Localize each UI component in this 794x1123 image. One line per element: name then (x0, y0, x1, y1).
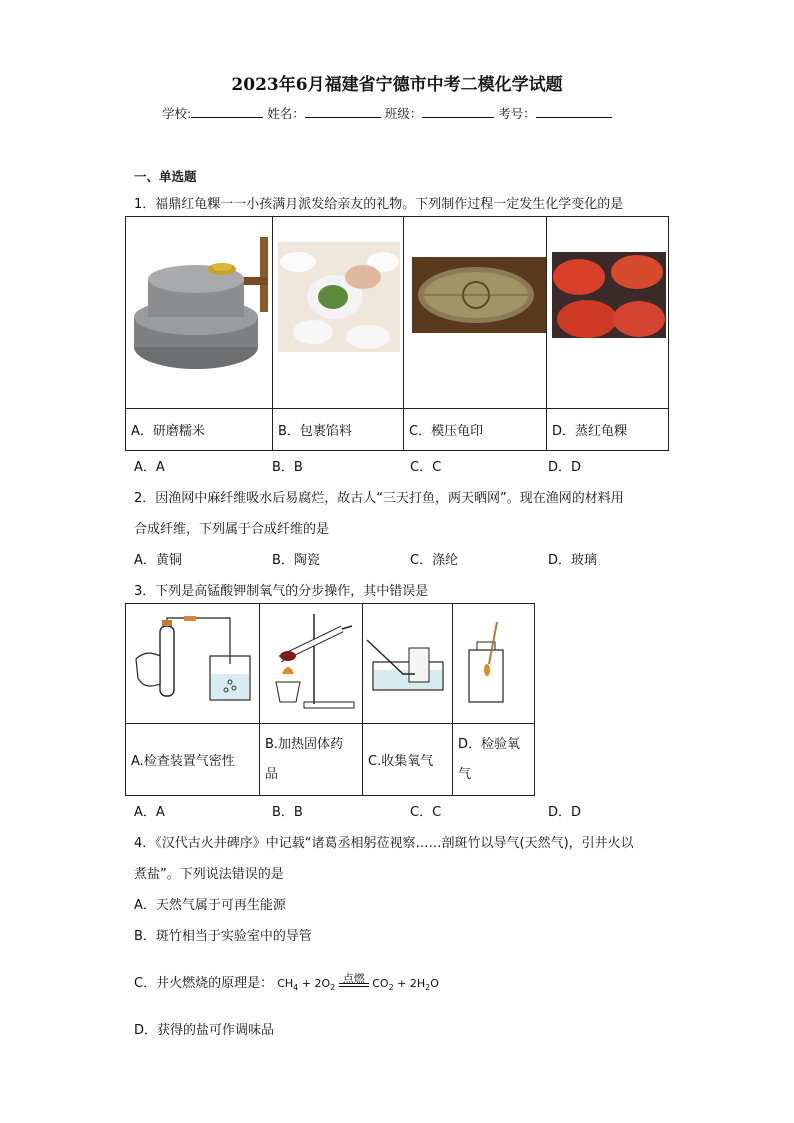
exam-no-blank[interactable] (536, 104, 612, 118)
q4-option-c[interactable] (134, 972, 439, 992)
name-label: 姓名： (267, 106, 305, 121)
q1-stem: 1．福鼎红龟粿一一小孩满月派发给亲友的礼物。下列制作过程一定发生化学变化的是 (134, 197, 624, 212)
dumpling-image (273, 217, 403, 404)
q1-option-a[interactable]: A．A (134, 460, 165, 475)
combustion-equation: $CH_4 + 2O_2$ 点燃 $CO_2 + 2H_2O$ (277, 972, 439, 993)
q2-option-d[interactable]: D．玻璃 (548, 553, 598, 568)
stone-mill-image (126, 217, 272, 404)
class-blank[interactable] (422, 104, 494, 118)
class-label: 班级： (384, 106, 423, 121)
q3-image-cell-c (363, 604, 453, 724)
student-info-line (162, 104, 612, 122)
q3-image-cell-d (453, 604, 535, 724)
q3-cell-b-line1: B.加热固体药 (265, 736, 344, 752)
q3-image-table (125, 603, 535, 796)
q2-option-a[interactable]: A．黄铜 (134, 553, 182, 568)
q3-stem: 3．下列是高锰酸钾制氧气的分步操作，其中错误是 (134, 584, 429, 599)
name-blank[interactable] (305, 104, 381, 118)
q3-cell-d-label (453, 724, 535, 796)
q3-cell-d-line2: 气 (458, 766, 472, 782)
q2-option-b[interactable]: B．陶瓷 (272, 553, 320, 568)
q2-options (134, 549, 674, 568)
q3-options (134, 801, 674, 820)
q4-stem-line2: 煮盐”。下列说法错误的是 (134, 867, 284, 882)
q4-option-b[interactable]: B．斑竹相当于实验室中的导管 (134, 929, 312, 944)
q1-image-cell-b (273, 217, 404, 409)
turtle-mold-image (404, 217, 546, 404)
red-turtle-cake-image (547, 217, 668, 404)
q1-cell-a-label: A．研磨糯米 (126, 409, 273, 451)
q1-option-c[interactable]: C．C (410, 460, 442, 475)
q3-cell-c-label: C.收集氧气 (363, 724, 453, 796)
q1-image-cell-c (404, 217, 547, 409)
q1-image-table (125, 216, 669, 451)
q4-option-a[interactable]: A．天然气属于可再生能源 (134, 898, 286, 913)
heating-solid-image (260, 604, 362, 719)
q1-options (134, 456, 674, 475)
q3-image-cell-a (126, 604, 260, 724)
q1-option-d[interactable]: D．D (548, 460, 582, 475)
q3-image-cell-b (260, 604, 363, 724)
q4-option-d[interactable]: D．获得的盐可作调味品 (134, 1023, 275, 1038)
q1-cell-c-label: C．模压龟印 (404, 409, 547, 451)
exam-no-label: 考号： (498, 106, 536, 121)
reaction-arrow (339, 972, 369, 987)
q1-cell-b-label: B．包裹馅料 (273, 409, 404, 451)
q3-cell-b-line2: 品 (265, 766, 279, 782)
q3-option-b[interactable]: B．B (272, 805, 303, 820)
q3-cell-d-line1: D．检验氧 (458, 736, 521, 752)
page-title: 2023年6月福建省宁德市中考二模化学试题 (231, 75, 563, 95)
q1-image-cell-a (126, 217, 273, 409)
q2-stem-line1: 2．因渔网中麻纤维吸水后易腐烂，故古人“三天打鱼，两天晒网”。现在渔网的材料用 (134, 491, 624, 506)
q1-option-b[interactable]: B．B (272, 460, 303, 475)
q4-option-c-prefix: C．井火燃烧的原理是： (134, 976, 274, 991)
q3-cell-b-label (260, 724, 363, 796)
q2-stem-line2: 合成纤维，下列属于合成纤维的是 (134, 522, 330, 537)
q2-option-c[interactable]: C．涤纶 (410, 553, 459, 568)
airtightness-check-image (126, 604, 259, 719)
q1-image-cell-d (547, 217, 669, 409)
school-label: 学校: (162, 106, 192, 121)
section-heading: 一、单选题 (134, 169, 197, 184)
collect-oxygen-image (363, 604, 452, 719)
q4-stem-line1: 4．《汉代古火井碑序》中记载“诸葛丞相躬莅视察……剖斑竹以导气(天然气)，引井火以 (134, 836, 634, 851)
q3-option-a[interactable]: A．A (134, 805, 165, 820)
reaction-condition: 点燃 (342, 972, 365, 985)
test-oxygen-image (453, 604, 534, 719)
q3-option-d[interactable]: D．D (548, 805, 582, 820)
school-blank[interactable] (191, 104, 263, 118)
q3-cell-a-label: A.检查装置气密性 (126, 724, 260, 796)
q1-cell-d-label: D．蒸红龟粿 (547, 409, 669, 451)
q3-option-c[interactable]: C．C (410, 805, 442, 820)
